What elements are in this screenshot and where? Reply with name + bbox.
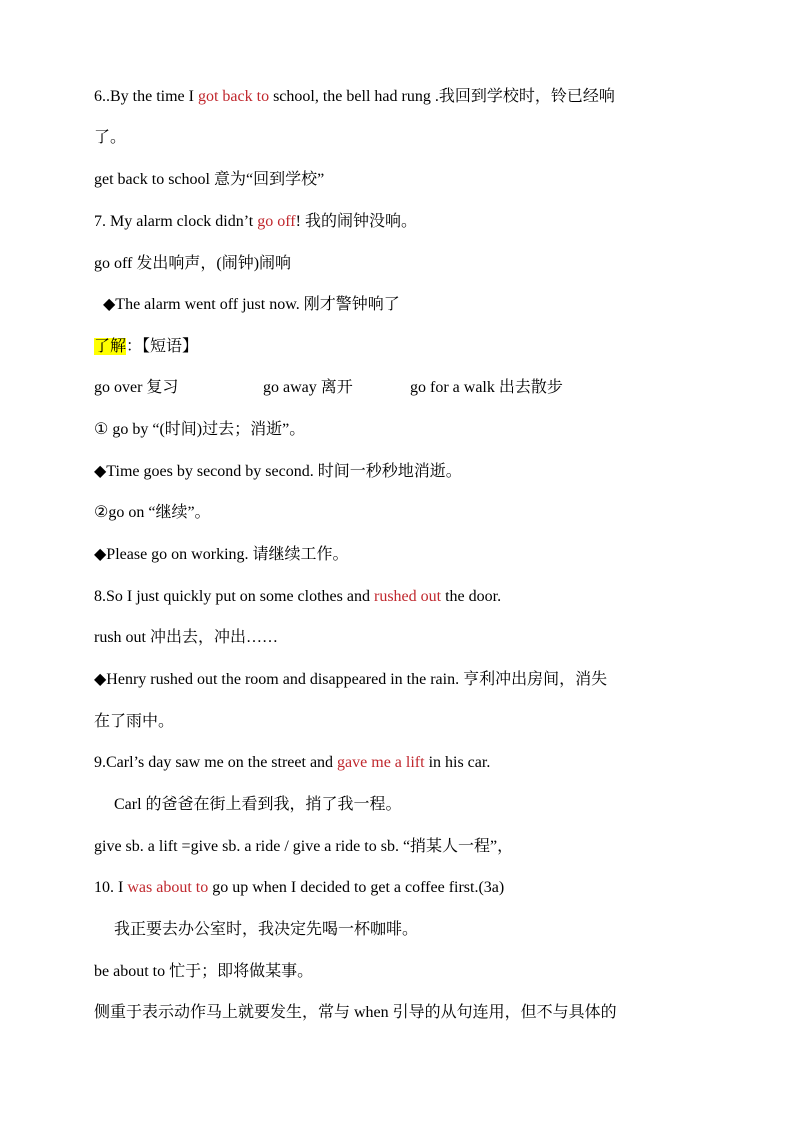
phrase-go-on: ②go on “继续”。 bbox=[94, 504, 211, 521]
sentence-9 bbox=[94, 753, 714, 773]
example-rush-out: ◆Henry rushed out the room and disappeared in the rain. 亨利冲出房间，消失 bbox=[94, 671, 608, 688]
key-phrase-get-back-to: got back to bbox=[197, 88, 270, 105]
phrase-go-away: go away 离开 bbox=[263, 379, 353, 396]
sentence-6 bbox=[94, 87, 714, 107]
translation-10: 我正要去办公室时，我决定先喝一杯咖啡。 bbox=[114, 921, 419, 938]
sentence-6-continued: 了。 bbox=[94, 129, 127, 146]
translation-9: Carl 的爸爸在街上看到我，捎了我一程。 bbox=[114, 796, 402, 813]
phrase-go-by: ① go by “(时间)过去；消逝”。 bbox=[94, 421, 306, 438]
sentence-6-text: 6..By the time I bbox=[94, 88, 198, 105]
example-go-on: ◆Please go on working. 请继续工作。 bbox=[94, 546, 349, 563]
sentence-10 bbox=[94, 878, 714, 898]
key-phrase-rushed-out: rushed out bbox=[373, 588, 442, 605]
phrase-go-for-a-walk: go for a walk 出去散步 bbox=[410, 379, 563, 396]
phrase-note-rush-out: rush out 冲出去，冲出…… bbox=[94, 629, 279, 646]
sentence-9-end: in his car. bbox=[424, 754, 491, 771]
key-phrase-go-off: go off bbox=[257, 213, 296, 230]
phrase-note-give-a-lift: give sb. a lift =give sb. a ride / give a ride to sb. “捎某人一程”， bbox=[94, 838, 514, 855]
phrase-note-be-about-to: be about to 忙于；即将做某事。 bbox=[94, 963, 314, 980]
sentence-7 bbox=[94, 212, 714, 232]
sentence-9-text: 9.Carl’s day saw me on the street and bbox=[94, 754, 338, 771]
sentence-8 bbox=[94, 587, 714, 607]
phrase-note-go-off: go off 发出响声，(闹钟)闹响 bbox=[94, 255, 292, 272]
example-go-off: ◆The alarm went off just now. 刚才警钟响了 bbox=[103, 296, 400, 313]
key-phrase-was-about-to: was about to bbox=[127, 879, 209, 896]
sentence-7-text: 7. My alarm clock didn’t bbox=[94, 213, 258, 230]
learn-label: 了解 bbox=[94, 338, 127, 355]
sentence-8-end: the door. bbox=[441, 588, 502, 605]
learn-phrases-heading bbox=[94, 337, 714, 357]
sentence-8-text: 8.So I just quickly put on some clothes and bbox=[94, 588, 374, 605]
phrase-note-get-back-to-school: get back to school 意为“回到学校” bbox=[94, 171, 325, 188]
usage-note-be-about-to: 侧重于表示动作马上就要发生，常与 when 引导的从句连用，但不与具体的 bbox=[94, 1004, 617, 1021]
sentence-6-translation: school, the bell had rung .我回到学校时，铃已经响 bbox=[269, 88, 615, 105]
phrases-label: ：【短语】 bbox=[126, 338, 199, 355]
sentence-7-translation: ! 我的闹钟没响。 bbox=[295, 213, 417, 230]
example-rush-out-continued: 在了雨中。 bbox=[94, 713, 175, 730]
key-phrase-gave-me-a-lift: gave me a lift bbox=[337, 754, 425, 771]
sentence-10-end: go up when I decided to get a coffee first.(3a) bbox=[208, 879, 505, 896]
phrase-go-over: go over 复习 bbox=[94, 379, 179, 396]
sentence-10-text: 10. I bbox=[94, 879, 128, 896]
example-go-by: ◆Time goes by second by second. 时间一秒秒地消逝。 bbox=[94, 463, 462, 480]
